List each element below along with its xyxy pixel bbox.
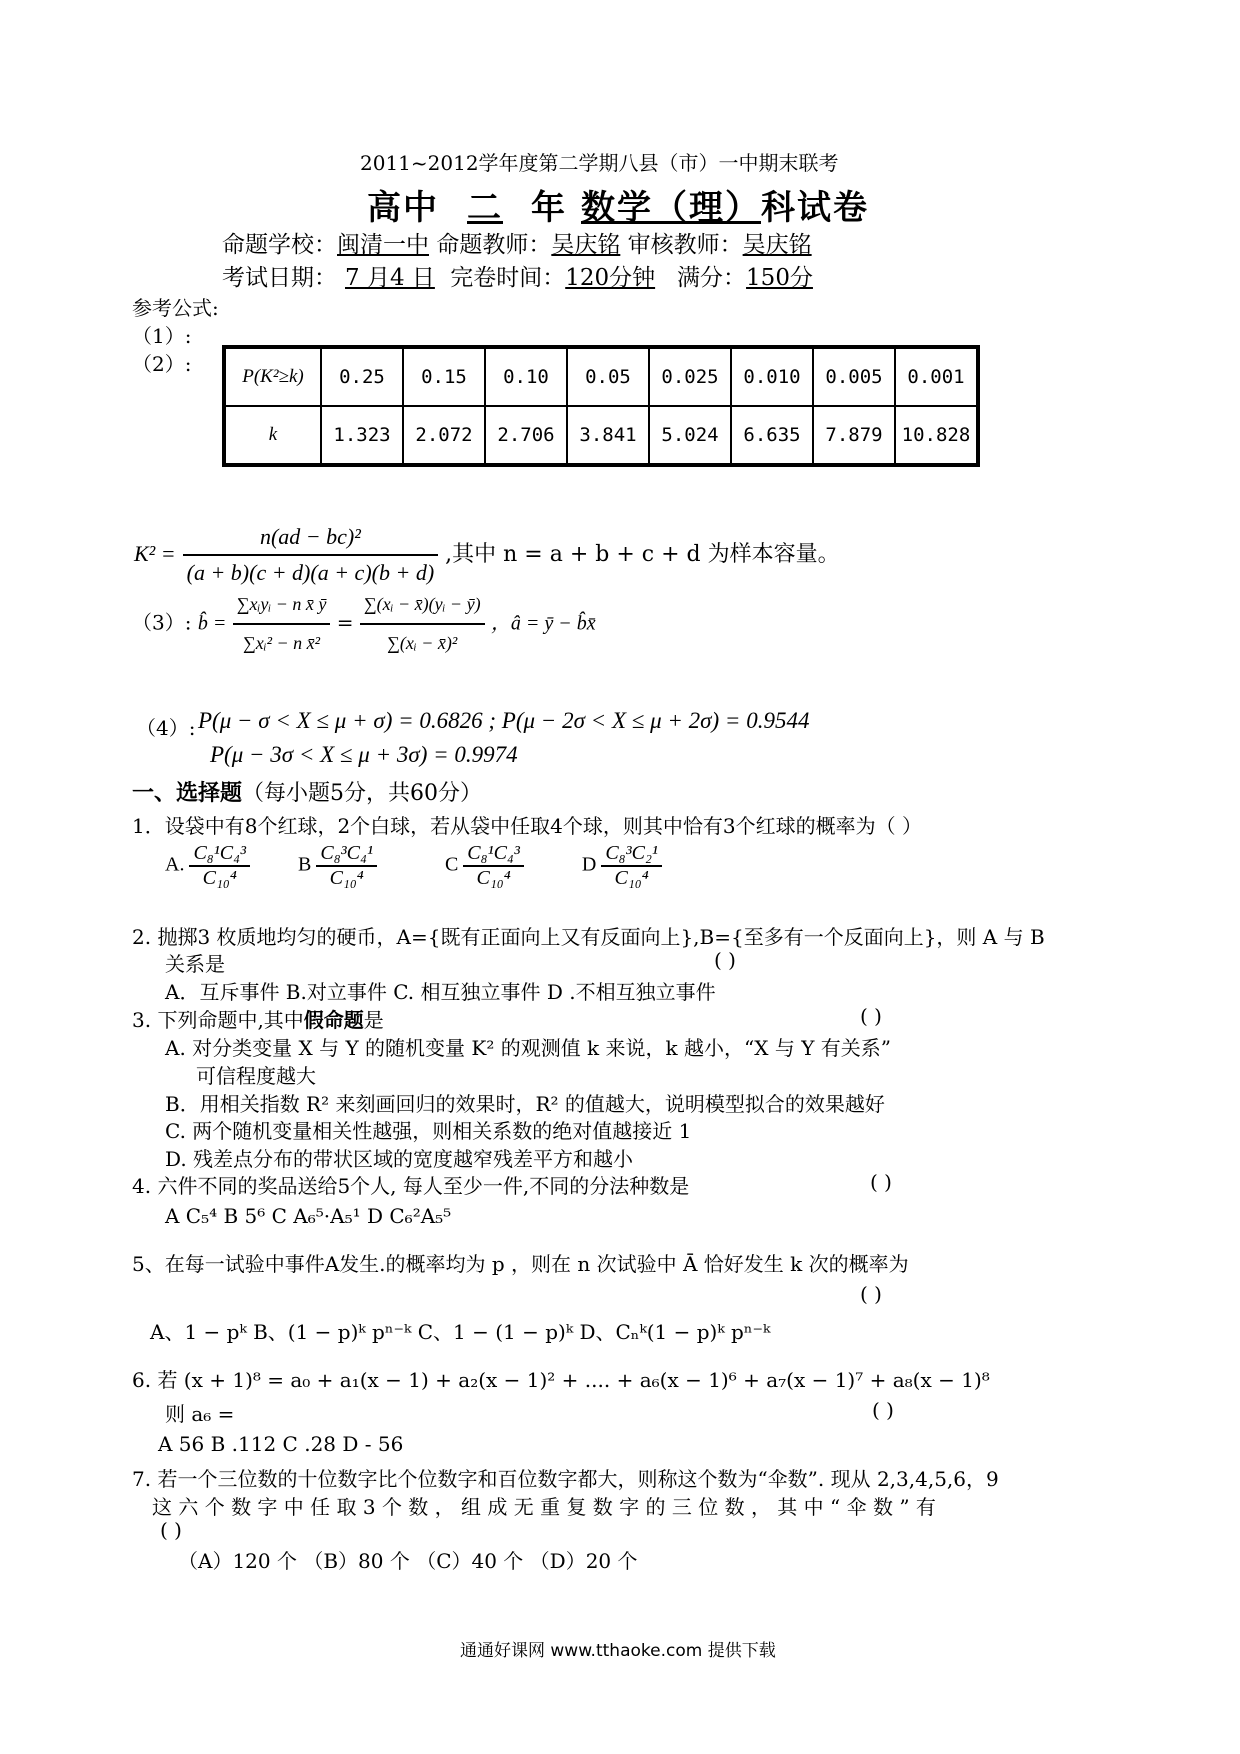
- question-7-stem-cont: 这 六 个 数 字 中 任 取 3 个 数 ， 组 成 无 重 复 数 字 的 三 位 数 ， 其 中 “ 伞 数 ” 有: [152, 1495, 936, 1519]
- table-cell: 0.001: [895, 347, 978, 406]
- formulas-label: 参考公式:: [132, 296, 219, 320]
- question-3-option-d: D. 残差点分布的带状区域的宽度越窄残差平方和越小: [165, 1147, 634, 1171]
- option-d-den: C₁₀⁴: [601, 865, 662, 890]
- b-hat-denominator-2: ∑(xᵢ − x̄)²: [360, 623, 485, 654]
- exam-header-line: 2011~2012学年度第二学期八县（市）一中期末联考: [360, 151, 839, 175]
- teacher-value: 吴庆铭: [551, 232, 621, 258]
- normal-prob-line-2: P(μ − 3σ < X ≤ μ + 3σ) = 0.9974: [210, 742, 518, 767]
- option-c-den: C₁₀⁴: [463, 865, 524, 890]
- section-note: （每小题5分，共60分）: [242, 781, 483, 806]
- question-4-options: A C₅⁴ B 5⁶ C A₆⁵·A₅¹ D C₆²A₅⁵: [165, 1204, 452, 1228]
- table-cell: 3.841: [567, 406, 649, 465]
- question-6-stem: 6. 若 (x + 1)⁸ = a₀ + a₁(x − 1) + a₂(x − 1)² + .... + a₆(x − 1)⁶ + a₇(x − 1)⁷ + a₈(x − 1)⁸: [132, 1368, 990, 1392]
- question-7-answer-paren: ( ): [160, 1518, 182, 1542]
- k2-numerator: n(ad − bc)²: [259, 524, 361, 549]
- question-6-options: A 56 B .112 C .28 D - 56: [158, 1432, 404, 1456]
- table-cell: 0.025: [649, 347, 731, 406]
- k2-formula: [134, 524, 840, 586]
- table-cell: 2.706: [485, 406, 567, 465]
- question-3-answer-paren: ( ): [860, 1004, 882, 1028]
- option-c-num: C₈¹C₄³: [467, 842, 520, 864]
- option-d-fraction: [601, 842, 662, 890]
- time-label: 完卷时间：: [450, 265, 566, 291]
- reviewer-value: 吴庆铭: [742, 232, 812, 258]
- b-hat-numerator-2: ∑(xᵢ − x̄)(yᵢ − ȳ): [363, 594, 481, 614]
- k2-fraction: [183, 524, 439, 586]
- table-row: [224, 347, 978, 406]
- b-hat-fraction-1: [233, 594, 331, 654]
- exam-authors-line: [222, 226, 812, 259]
- table-header-p: P(K²≥k): [224, 347, 321, 406]
- question-5-stem: 5、在每一试验中事件A发生.的概率均为 p ，则在 n 次试验中 Ā 恰好发生 k 次的概率为: [132, 1252, 909, 1276]
- question-6-stem-cont: 则 a₆ =: [165, 1402, 235, 1426]
- page-footer: 通通好课网 www.tthaoke.com 提供下载: [460, 1641, 776, 1661]
- option-d-label: D: [581, 853, 597, 876]
- b-hat-lhs: b̂ =: [197, 612, 227, 635]
- table-cell: 2.072: [403, 406, 485, 465]
- option-a-label: A.: [165, 853, 185, 876]
- a-hat-formula: ，â = ȳ − b̂x̄: [490, 612, 596, 635]
- question-2-options: A．互斥事件 B.对立事件 C. 相互独立事件 D .不相互独立事件: [165, 980, 716, 1004]
- table-cell: 5.024: [649, 406, 731, 465]
- k2-note: ,其中 n = a + b + c + d 为样本容量。: [445, 542, 840, 567]
- question-1-options: [165, 842, 662, 890]
- option-b-fraction: [316, 842, 377, 890]
- table-cell: 7.879: [813, 406, 895, 465]
- question-2-answer-paren: ( ): [714, 948, 736, 972]
- score-label: 满分：: [677, 265, 747, 291]
- question-7-stem: 7. 若一个三位数的十位数字比个位数字和百位数字都大，则称这个数为“伞数”. 现从 2,3,4,5,6，9: [132, 1467, 999, 1491]
- table-cell: 1.323: [321, 406, 403, 465]
- formula-4-label: （4）:: [136, 716, 196, 740]
- k2-denominator: (a + b)(c + d)(a + c)(b + d): [183, 554, 439, 586]
- table-cell: 0.005: [813, 347, 895, 406]
- question-3-option-a: A. 对分类变量 X 与 Y 的随机变量 K² 的观测值 k 来说，k 越小，“X 与 Y 有关系”: [165, 1036, 891, 1060]
- question-5-answer-paren: ( ): [860, 1282, 882, 1306]
- question-6-answer-paren: ( ): [872, 1398, 894, 1422]
- option-d-num: C₈³C₂¹: [605, 842, 658, 864]
- question-3-stem-text: 3. 下列命题中,其中: [132, 1008, 304, 1032]
- teacher-label: 命题教师：: [436, 232, 552, 258]
- formula-3-label: （3）:: [132, 610, 192, 635]
- k2-lhs: K² =: [134, 541, 176, 566]
- b-hat-fraction-2: [360, 594, 485, 654]
- question-2-stem-cont: 关系是: [165, 952, 225, 976]
- reviewer-label: 审核教师：: [627, 232, 743, 258]
- question-5-options: A、1 − pᵏ B、(1 − p)ᵏ pⁿ⁻ᵏ C、1 − (1 − p)ᵏ D、Cₙᵏ(1 − p)ᵏ pⁿ⁻ᵏ: [150, 1320, 771, 1344]
- option-b-den: C₁₀⁴: [316, 865, 377, 890]
- school-label: 命题学校：: [222, 232, 337, 258]
- question-7-options: （A）120 个 （B）80 个 （C）40 个 （D）20 个: [178, 1549, 638, 1573]
- table-row: [224, 406, 978, 465]
- table-cell: 0.15: [403, 347, 485, 406]
- question-3-emphasis: 假命题: [303, 1008, 364, 1032]
- question-3-option-c: C. 两个随机变量相关性越强，则相关系数的绝对值越接近 1: [165, 1119, 692, 1143]
- exam-info-line: [222, 259, 813, 292]
- regression-formula: [132, 594, 596, 654]
- normal-prob-line-1: P(μ − σ < X ≤ μ + σ) = 0.6826 ; P(μ − 2σ < X ≤ μ + 2σ) = 0.9544: [198, 708, 810, 733]
- title-part-c: 科试卷: [761, 188, 869, 228]
- table-cell: 6.635: [731, 406, 813, 465]
- section-title-text: 一、选择题: [132, 780, 243, 806]
- date-label: 考试日期：: [222, 265, 337, 291]
- option-a-den: C₁₀⁴: [189, 865, 250, 890]
- option-c-label: C: [444, 853, 459, 876]
- title-part-b: 年: [531, 188, 567, 228]
- option-b-label: B: [298, 853, 312, 876]
- question-3-stem: [132, 1004, 384, 1033]
- time-value: 120分钟: [565, 265, 656, 291]
- b-hat-equals: =: [336, 610, 354, 635]
- chi-square-table: [222, 345, 980, 467]
- b-hat-denominator-1: ∑xᵢ² − n x̄²: [233, 623, 331, 654]
- date-value: 7 月4 日: [345, 265, 435, 291]
- option-a-fraction: [189, 842, 250, 890]
- option-c-fraction: [463, 842, 524, 890]
- question-1-stem: 1．设袋中有8个红球，2个白球，若从袋中任取4个球，则其中恰有3个红球的概率为（ ）: [132, 814, 922, 838]
- title-subject: 数学（理）: [581, 188, 761, 228]
- question-3-option-b: B．用相关指数 R² 来刻画回归的效果时，R² 的值越大，说明模型拟合的效果越好: [165, 1092, 885, 1116]
- formula-1-label: （1）:: [132, 324, 192, 348]
- b-hat-numerator-1: ∑xᵢyᵢ − n x̄ ȳ: [236, 594, 327, 614]
- formula-2-label: （2）:: [132, 352, 192, 376]
- option-b-num: C₈³C₄¹: [320, 842, 373, 864]
- question-4-answer-paren: ( ): [870, 1170, 892, 1194]
- question-2-stem: 2. 抛掷3 枚质地均匀的硬币，A={既有正面向上又有反面向上},B={至多有一个反面向上}，则 A 与 B: [132, 925, 1045, 949]
- table-header-k: k: [224, 406, 321, 465]
- section-title: [132, 776, 482, 807]
- question-3-option-a-cont: 可信程度越大: [196, 1064, 316, 1088]
- question-4-stem: 4. 六件不同的奖品送给5个人, 每人至少一件,不同的分法种数是: [132, 1174, 690, 1198]
- exam-title: [367, 180, 869, 229]
- title-grade: 二: [467, 188, 503, 228]
- table-cell: 10.828: [895, 406, 978, 465]
- option-a-num: C₈¹C₄³: [193, 842, 247, 864]
- table-cell: 0.05: [567, 347, 649, 406]
- table-cell: 0.25: [321, 347, 403, 406]
- table-cell: 0.010: [731, 347, 813, 406]
- school-value: 闽清一中: [337, 232, 429, 258]
- score-value: 150分: [746, 265, 813, 291]
- title-part-a: 高中: [367, 188, 439, 228]
- question-3-stem-end: 是: [363, 1008, 384, 1032]
- table-cell: 0.10: [485, 347, 567, 406]
